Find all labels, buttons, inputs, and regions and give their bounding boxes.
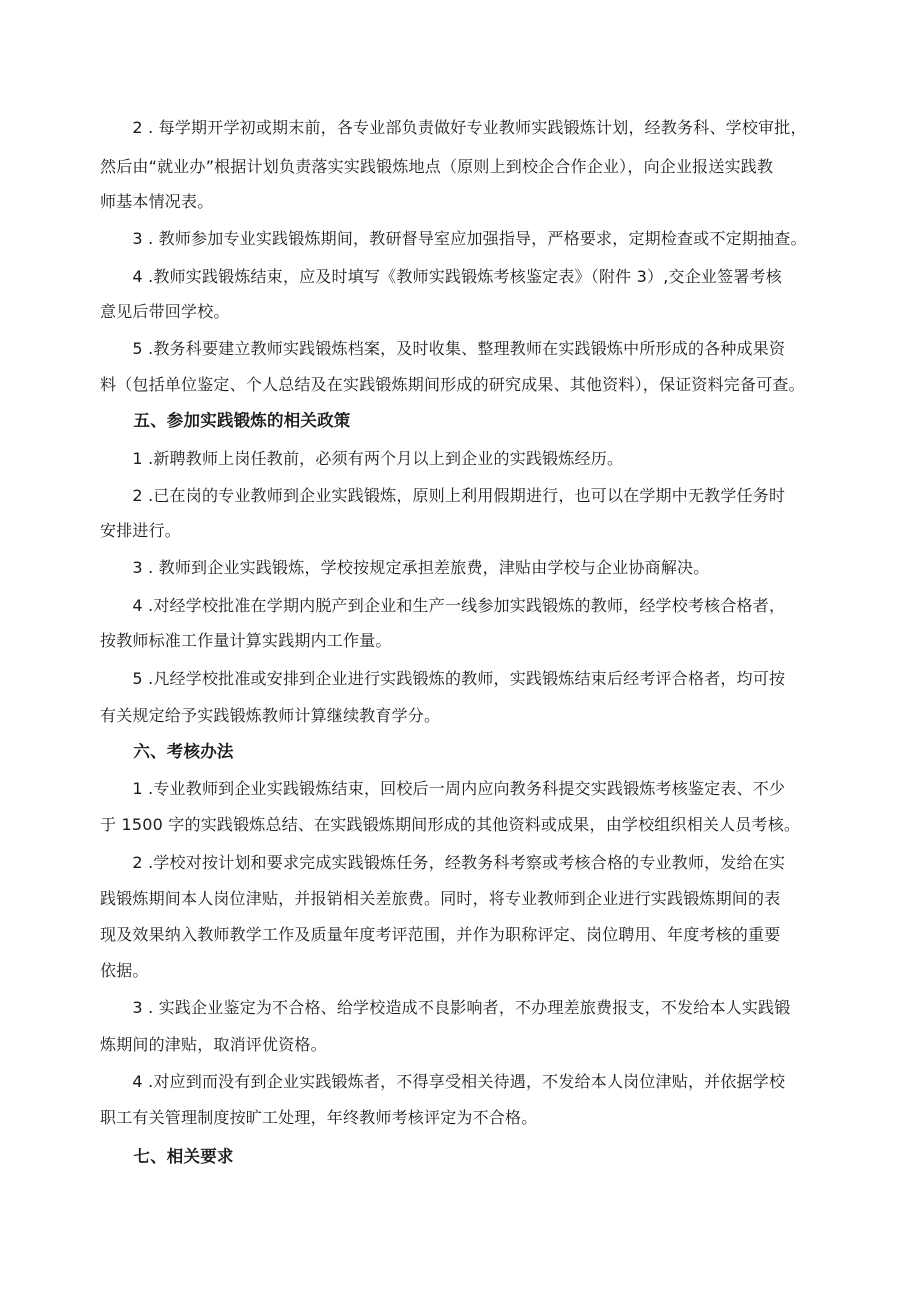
paragraph-line: 3 . 实践企业鉴定为不合格、给学校造成不良影响者，不办理差旅费报支，不发给本人实践锻	[100, 998, 791, 1017]
paragraph-line: 于 1500 字的实践锻炼总结、在实践锻炼期间形成的其他资料或成果，由学校组织相关人员考核。	[100, 815, 801, 834]
paragraph-line: 料（包括单位鉴定、个人总结及在实践锻炼期间形成的研究成果、其他资料），保证资料完备可查。	[100, 375, 805, 394]
paragraph-line: 1 .新聘教师上岗任教前，必须有两个月以上到企业的实践锻炼经历。	[100, 449, 624, 468]
paragraph-line: 4 .教师实践锻炼结束，应及时填写《教师实践锻炼考核鉴定表》（附件 3）,交企业签署考核	[100, 267, 782, 286]
paragraph-line: 2 .已在岗的专业教师到企业实践锻炼，原则上利用假期进行，也可以在学期中无教学任务时	[100, 486, 786, 505]
paragraph-line: 践锻炼期间本人岗位津贴，并报销相关差旅费。同时，将专业教师到企业进行实践锻炼期间的表	[100, 889, 781, 908]
paragraph-line: 依据。	[100, 961, 149, 980]
paragraph-line: 5 .教务科要建立教师实践锻炼档案，及时收集、整理教师在实践锻炼中所形成的各种成果资	[100, 339, 786, 358]
paragraph-line: 2 .学校对按计划和要求完成实践锻炼任务，经教务科考察或考核合格的专业教师，发给在实	[100, 853, 786, 872]
section-heading: 七、相关要求	[100, 1147, 234, 1166]
section-heading: 六、考核办法	[100, 742, 234, 761]
paragraph-line: 2 . 每学期开学初或期末前，各专业部负责做好专业教师实践锻炼计划，经教务科、学校审批，	[100, 118, 807, 137]
paragraph-line: 4 .对应到而没有到企业实践锻炼者，不得享受相关待遇，不发给本人岗位津贴，并依据学校	[100, 1072, 786, 1091]
paragraph-line: 意见后带回学校。	[100, 302, 230, 321]
paragraph-line: 4 .对经学校批准在学期内脱产到企业和生产一线参加实践锻炼的教师，经学校考核合格者，	[100, 596, 786, 615]
paragraph-line: 3 . 教师参加专业实践锻炼期间，教研督导室应加强指导，严格要求，定期检查或不定期抽查。	[100, 229, 807, 248]
paragraph-line: 然后由“就业办”根据计划负责落实实践锻炼地点（原则上到校企合作企业），向企业报送实践教	[100, 157, 774, 176]
paragraph-line: 现及效果纳入教师教学工作及质量年度考评范围，并作为职称评定、岗位聘用、年度考核的重要	[100, 925, 781, 944]
paragraph-line: 5 .凡经学校批准或安排到企业进行实践锻炼的教师，实践锻炼结束后经考评合格者，均可按	[100, 669, 786, 688]
paragraph-line: 炼期间的津贴，取消评优资格。	[100, 1035, 327, 1054]
paragraph-line: 按教师标准工作量计算实践期内工作量。	[100, 631, 392, 650]
paragraph-line: 3 . 教师到企业实践锻炼，学校按规定承担差旅费，津贴由学校与企业协商解决。	[100, 558, 710, 577]
paragraph-line: 职工有关管理制度按旷工处理，年终教师考核评定为不合格。	[100, 1108, 538, 1127]
section-heading: 五、参加实践锻炼的相关政策	[100, 411, 351, 430]
paragraph-line: 有关规定给予实践锻炼教师计算继续教育学分。	[100, 706, 441, 725]
paragraph-line: 安排进行。	[100, 521, 182, 540]
paragraph-line: 1 .专业教师到企业实践锻炼结束，回校后一周内应向教务科提交实践锻炼考核鉴定表、不少	[100, 779, 786, 798]
paragraph-line: 师基本情况表。	[100, 192, 214, 211]
